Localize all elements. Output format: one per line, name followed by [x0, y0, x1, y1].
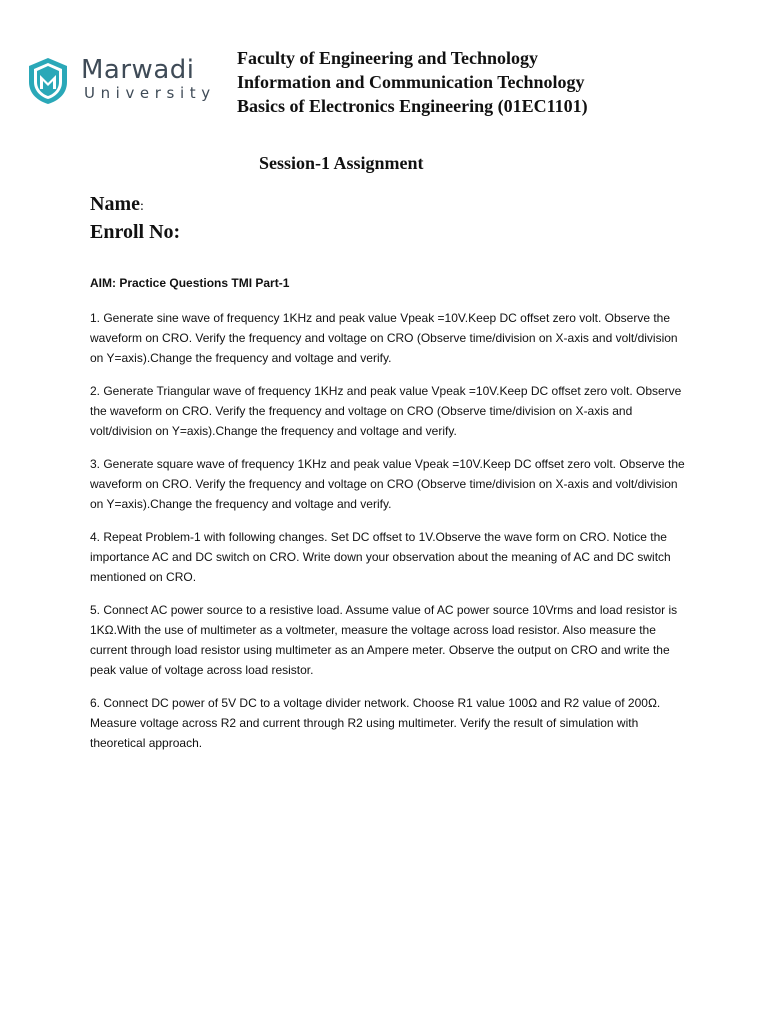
aim-heading: AIM: Practice Questions TMI Part-1 — [90, 276, 290, 290]
enroll-label: Enroll No: — [90, 221, 181, 243]
logo-subtitle: University — [84, 84, 216, 102]
question-item: 1. Generate sine wave of frequency 1KHz and peak value Vpeak =10V.Keep DC offset zero volt. Observe the waveform on CRO. Verify the frequency and voltage on CRO (Observe time/division on X-axis and volt/division on Y=axis).Change the frequency and voltage and verify. — [90, 311, 678, 365]
question-item: 3. Generate square wave of frequency 1KHz and peak value Vpeak =10V.Keep DC offset zero volt. Observe the waveform on CRO. Verify the frequency and voltage on CRO (Observe time/division on X-axis and volt/division on Y=axis).Change the frequency and voltage and verify. — [90, 457, 685, 511]
faculty-line: Faculty of Engineering and Technology — [237, 48, 539, 68]
question-item: 4. Repeat Problem-1 with following changes. Set DC offset to 1V.Observe the wave form on CRO. Notice the importance AC and DC switch on CRO. Write down your observation about the meaning of AC and DC switch mentioned on CRO. — [90, 530, 671, 584]
name-label: Name — [90, 193, 140, 215]
course-line: Basics of Electronics Engineering (01EC1101) — [237, 96, 588, 116]
question-item: 2. Generate Triangular wave of frequency 1KHz and peak value Vpeak =10V.Keep DC offset zero volt. Observe the waveform on CRO. Verify the frequency and voltage on CRO (Observe time/division on X-axis and volt/division on Y=axis).Change the frequency and voltage and verify. — [90, 384, 682, 438]
department-line: Information and Communication Technology — [237, 72, 585, 92]
enroll-field — [90, 220, 180, 244]
document-header — [237, 46, 588, 118]
question-item: 6. Connect DC power of 5V DC to a voltage divider network. Choose R1 value 100Ω and R2 value of 200Ω. Measure voltage across R2 and current through R2 using multimeter. Verify the result of simulation with theoretical approach. — [90, 696, 661, 750]
name-colon: : — [139, 199, 144, 214]
name-field — [90, 192, 144, 219]
logo-name: Marwadi — [81, 55, 195, 85]
question-item: 5. Connect AC power source to a resistive load. Assume value of AC power source 10Vrms and load resistor is 1KΩ.With the use of multimeter as a voltmeter, measure the voltage across load resistor. Also measure the current through load resistor using multimeter as an Ampere meter. Observe the output on CRO and write the peak value of voltage across load resistor. — [90, 603, 678, 677]
question-list — [90, 308, 690, 766]
session-title: Session-1 Assignment — [259, 153, 424, 173]
university-logo — [26, 56, 226, 108]
marwadi-shield-icon — [26, 56, 70, 106]
